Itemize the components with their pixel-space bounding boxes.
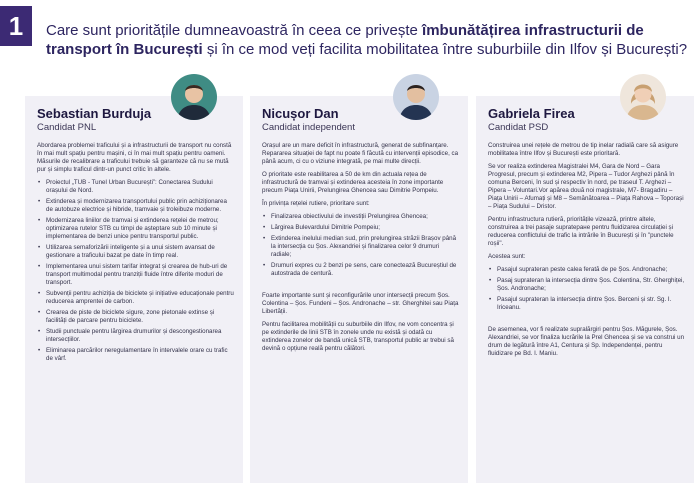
candidate-answer: Orașul are un mare deficit în infrastructură, generat de subfinanțare. Repararea situației de fapt nu poate fi făcută cu intervenții episodice, ca până acum, ci cu o viziune integrată, pe mai multe direcții. O prioritate este reabilitarea a 50 de km din actuala rețea de infrastructură de tramvai și extinderea acesteia în zone importante precum Piața Unirii, Prelungirea Ghencea sau Dimitrie Pompeiu. În privința rețelei rutiere, prioritare sunt: • Finalizarea obiectivului de investiții Prelungirea Ghencea; • Lărgirea Bulevardului Dimitrie Pompeiu; • Extinderea inelului median sud, prin prelungirea străzii Brașov până la intersecția cu Șos. Alexandriei și finalizarea celor 9 drumuri radiale; • Drumuri expres cu 2 benzi pe sens, care conectează Bucureștiul de autostrada de centură. Foarte importante sunt și reconfigurările unor intersecții precum Șos. Colentina – Șos. Fundeni – Șos. Andronache – str. Gherghitei sau Piața Libertății. Pentru facilitarea mobilității cu suburbiile din Ilfov, ne vom concentra și pe extinderile de linii STB în zonele unde nu există și odată cu extinderea zonelor de bandă unică STB, transportul public ar trebui să devină o opțiune reală pentru călători.: [262, 142, 459, 358]
list-item: • Pasajul suprateran la intersecția dintre Șos. Berceni și str. Sg. I. Iriceanu.: [488, 296, 685, 312]
candidate-answer: Construirea unei rețele de metrou de tip inelar radială care să asigure mobilitatea între Ilfov și București este prioritară. Se vor realiza extinderea Magistralei M4, Gara de Nord – Gara Progresul, precum și extinderea M2, Pipera – Tudor Arghezi până în comuna Berceni, în sud și respectiv în nord, pe traseul T. Arghezi – Pipera – Voluntari.Vor apărea două noi magistrale, M7- Bragadiru – Piața Unirii – Afumați și M8 – Semănătoarea – Piața Rahova – Toporași – Piața Sudului – Dristor. Pentru infrastructura rutieră, prioritățile vizează, printre altele, construirea a trei pasaje suprateране pentru fluidizarea circulației și reducerea conflictului de trafic la intrările în București și în "punctele roșii". Acestea sunt: • Pasajul suprateran peste calea ferată de pe Șos. Andronache; • Pasaj suprateran la intersecția dintre Șos. Colentina, Str. Gherghiței, Șos. Andronache; • Pasajul suprateran la intersecția dintre Șos. Berceni și str. Sg. I. Iriceanu. De asemenea, vor fi realizate supralărgiri pentru Șos. Măgurele, Șos. Alexandriei, se vor finaliza lucrările la Prel Ghencea și se va construi un drum de legătură între A1, Centura și Sp. Independenței, pentru fluidizare pe Bd. I. Maniu.: [488, 142, 685, 363]
list-item: • Subvenții pentru achiziția de biciclete și inițiative educaționale pentru reducerea amprentei de carbon.: [37, 290, 234, 306]
list-item: • Modernizarea liniilor de tramvai și extinderea rețelei de metrou; optimizarea rutelor STB cu timpi de așteptare sub 10 minute și implementarea de benzi unice pentru transportul public.: [37, 217, 234, 241]
list-item: • Proiectul „TUB - Tunel Urban București”: Conectarea Sudului orașului de Nord.: [37, 179, 234, 195]
list-item: • Utilizarea semaforizării inteligente și a unui sistem avansat de gestionare a traficului bazat pe date în timp real.: [37, 244, 234, 260]
list-item: • Extinderea inelului median sud, prin prelungirea străzii Brașov până la intersecția cu Șos. Alexandriei și finalizarea celor 9 drumuri radiale;: [262, 235, 459, 259]
list-item: • Finalizarea obiectivului de investiții Prelungirea Ghencea;: [262, 213, 459, 221]
portrait-icon: [393, 74, 439, 120]
candidate-name: Nicușor Dan: [262, 106, 339, 121]
list-item: • Drumuri expres cu 2 benzi pe sens, care conectează Bucureștiul de autostrada de centură.: [262, 262, 459, 278]
list-item: • Implementarea unui sistem tarifar integrat și crearea de hub-uri de transport multimodal pentru tranziții fluide între diferite moduri de transport.: [37, 263, 234, 287]
list-item: • Extinderea și modernizarea transportului public prin achiziționarea de autobuze electrice și hibride, tramvaie și troleibuze moderne.: [37, 198, 234, 214]
list-item: • Pasajul suprateran peste calea ferată de pe Șos. Andronache;: [488, 266, 685, 274]
candidate-party: Candidat independent: [262, 122, 355, 133]
list-item: • Eliminarea parcărilor neregulamentare în intervalele orare cu trafic de vârf.: [37, 347, 234, 363]
question-text: Care sunt prioritățile dumneavoastră în ceea ce privește îmbunătățirea infrastructurii de transport în București și în ce mod veți facilita mobilitatea între suburbiile din Ilfov și București?: [46, 22, 688, 58]
candidate-answer: Abordarea problemei traficului și a infrastructurii de transport nu constă în mai mult spațiu pentru mașini, ci în mai mult spațiu pentru oameni. Măsurile de recalibrare a traficului trebuie să garanteze că nu se mută pur și simplu traficul dintr-un punct critic în altele. • Proiectul „TUB - Tunel Urban București”: Conectarea Sudului orașului de Nord. • Extinderea și modernizarea transportului public prin achiziționarea de autobuze electrice și hibride, tramvaie și troleibuze moderne. • Modernizarea liniilor de tramvai și extinderea rețelei de metrou; optimizarea rutelor STB cu timpi de așteptare sub 10 minute și implementarea de benzi unice pentru transportul public. • Utilizarea semaforizării inteligente și a unui sistem avansat de gestionare a traficului bazat pe date în timp real. • Implementarea unui sistem tarifar integrat și crearea de hub-uri de transport multimodal pentru tranziții fluide între diferite moduri de transport. • Subvenții pentru achiziția de biciclete și inițiative educaționale pentru reducerea amprentei de carbon. • Crearea de piste de biciclete sigure, zone pietonale extinse și facilități de parcare pentru biciclete. • Studii punctuale pentru lărgirea drumurilor și descongestionarea intersecțiilor. • Eliminarea parcărilor neregulamentare în intervalele orare cu trafic de vârf.: [37, 142, 234, 368]
candidate-card-firea: [476, 96, 694, 483]
candidate-party: Candidat PSD: [488, 122, 549, 133]
list-item: • Studii punctuale pentru lărgirea drumurilor și descongestionarea intersecțiilor.: [37, 328, 234, 344]
portrait-icon: [620, 74, 666, 120]
candidate-card-dan: [250, 96, 468, 483]
candidate-name: Sebastian Burduja: [37, 106, 152, 121]
candidate-party: Candidat PNL: [37, 122, 97, 133]
list-item: • Lărgirea Bulevardului Dimitrie Pompeiu;: [262, 224, 459, 232]
question-number-badge: 1: [0, 6, 32, 46]
list-item: • Crearea de piste de biciclete sigure, zone pietonale extinse și facilități de parcare pentru biciclete.: [37, 309, 234, 325]
list-item: • Pasaj suprateran la intersecția dintre Șos. Colentina, Str. Gherghiței, Șos. Andronache;: [488, 277, 685, 293]
candidate-card-burduja: [25, 96, 243, 483]
portrait-icon: [171, 74, 217, 120]
candidate-name: Gabriela Firea: [488, 106, 575, 121]
question-highlight: îmbunătățirea infrastructurii de transport în București: [46, 22, 644, 58]
